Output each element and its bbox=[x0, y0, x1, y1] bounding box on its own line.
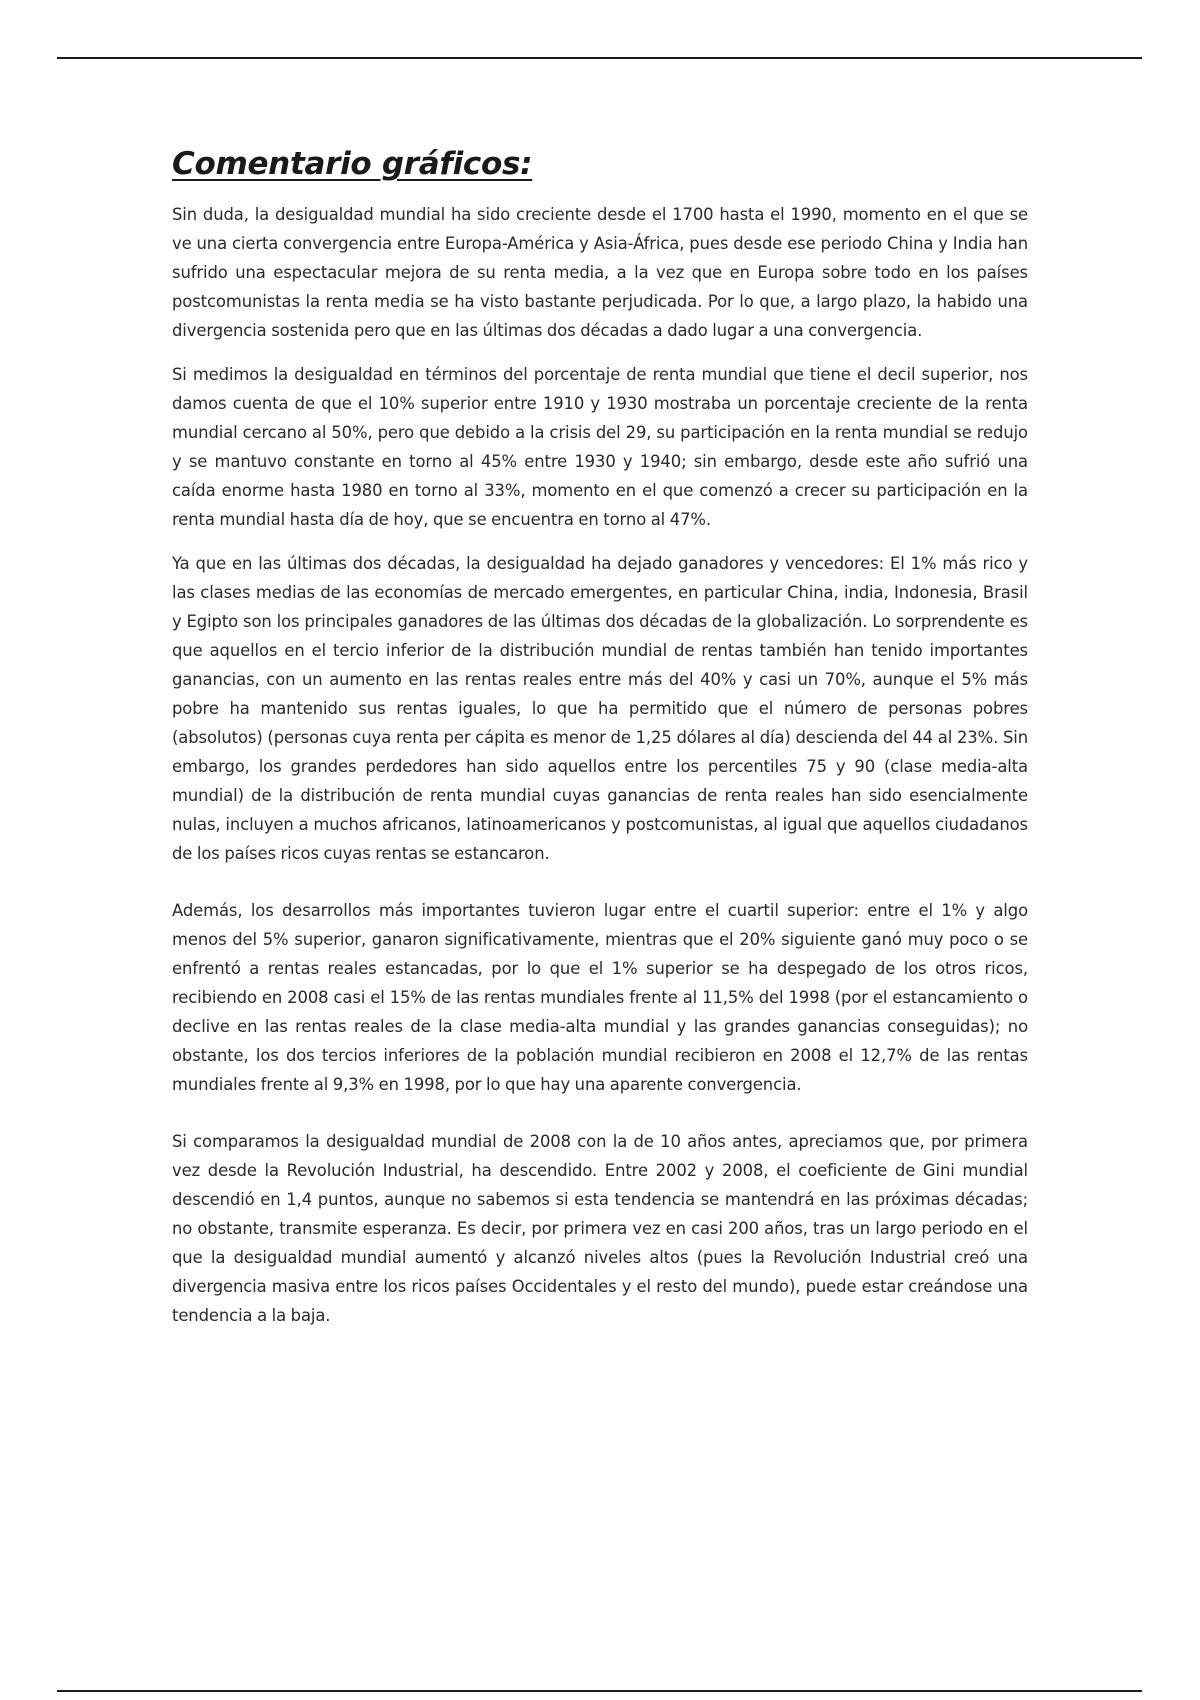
document-title: Comentario gráficos: bbox=[172, 146, 533, 182]
paragraph-3: Ya que en las últimas dos décadas, la desigualdad ha dejado ganadores y vencedores: El 1% más rico y las clases medias de las economías de mercado emergentes, en particular China, india, Indonesia, Brasil y Egipto son los principales ganadores de las últimas dos décadas de la globalización. Lo sorprendente es que aquellos en el tercio inferior de la distribución mundial de rentas también han tenido importantes ganancias, con un aumento en las rentas reales entre más del 40% y casi un 70%, aunque el 5% más pobre ha mantenido sus rentas iguales, lo que ha permitido que el número de personas pobres (absolutos) (personas cuya renta per cápita es menor de 1,25 dólares al día) descienda del 44 al 23%. Sin embargo, los grandes perdedores han sido aquellos entre los percentiles 75 y 90 (clase media-alta mundial) de la distribución de renta mundial cuyas ganancias de renta reales han sido esencialmente nulas, incluyen a muchos africanos, latinoamericanos y postcomunistas, al igual que aquellos ciudadanos de los países ricos cuyas rentas se estancaron. bbox=[172, 554, 1028, 863]
paragraph-4: Además, los desarrollos más importantes tuvieron lugar entre el cuartil superior: entre el 1% y algo menos del 5% superior, ganaron significativamente, mientras que el 20% siguiente ganó muy poco o se enfrentó a rentas reales estancadas, por lo que el 1% superior se ha despegado de los otros ricos, recibiendo en 2008 casi el 15% de las rentas mundiales frente al 11,5% del 1998 (por el estancamiento o declive en las rentas reales de la clase media-alta mundial y las grandes ganancias conseguidas); no obstante, los dos tercios inferiores de la población mundial recibieron en 2008 el 12,7% de las rentas mundiales frente al 9,3% en 1998, por lo que hay una aparente convergencia. bbox=[172, 901, 1028, 1094]
footer-rule bbox=[57, 1690, 1142, 1692]
paragraph-2: Si medimos la desigualdad en términos del porcentaje de renta mundial que tiene el decil superior, nos damos cuenta de que el 10% superior entre 1910 y 1930 mostraba un porcentaje creciente de la renta mundial cercano al 50%, pero que debido a la crisis del 29, su participación en la renta mundial se redujo y se mantuvo constante en torno al 45% entre 1930 y 1940; sin embargo, desde este año sufrió una caída enorme hasta 1980 en torno al 33%, momento en el que comenzó a crecer su participación en la renta mundial hasta día de hoy, que se encuentra en torno al 47%. bbox=[172, 365, 1028, 529]
document-body bbox=[172, 146, 1028, 1330]
paragraph-1: Sin duda, la desigualdad mundial ha sido creciente desde el 1700 hasta el 1990, momento en el que se ve una cierta convergencia entre Europa-América y Asia-África, pues desde ese periodo China y India han sufrido una espectacular mejora de su renta media, a la vez que en Europa sobre todo en los países postcomunistas la renta media se ha visto bastante perjudicada. Por lo que, a largo plazo, la habido una divergencia sostenida pero que en las últimas dos décadas a dado lugar a una convergencia. bbox=[172, 205, 1028, 340]
paragraph-5: Si comparamos la desigualdad mundial de 2008 con la de 10 años antes, apreciamos que, por primera vez desde la Revolución Industrial, ha descendido. Entre 2002 y 2008, el coeficiente de Gini mundial descendió en 1,4 puntos, aunque no sabemos si esta tendencia se mantendrá en las próximas décadas; no obstante, transmite esperanza. Es decir, por primera vez en casi 200 años, tras un largo periodo en el que la desigualdad mundial aumentó y alcanzó niveles altos (pues la Revolución Industrial creó una divergencia masiva entre los ricos países Occidentales y el resto del mundo), puede estar creándose una tendencia a la baja. bbox=[172, 1132, 1028, 1325]
header-rule bbox=[57, 57, 1142, 59]
